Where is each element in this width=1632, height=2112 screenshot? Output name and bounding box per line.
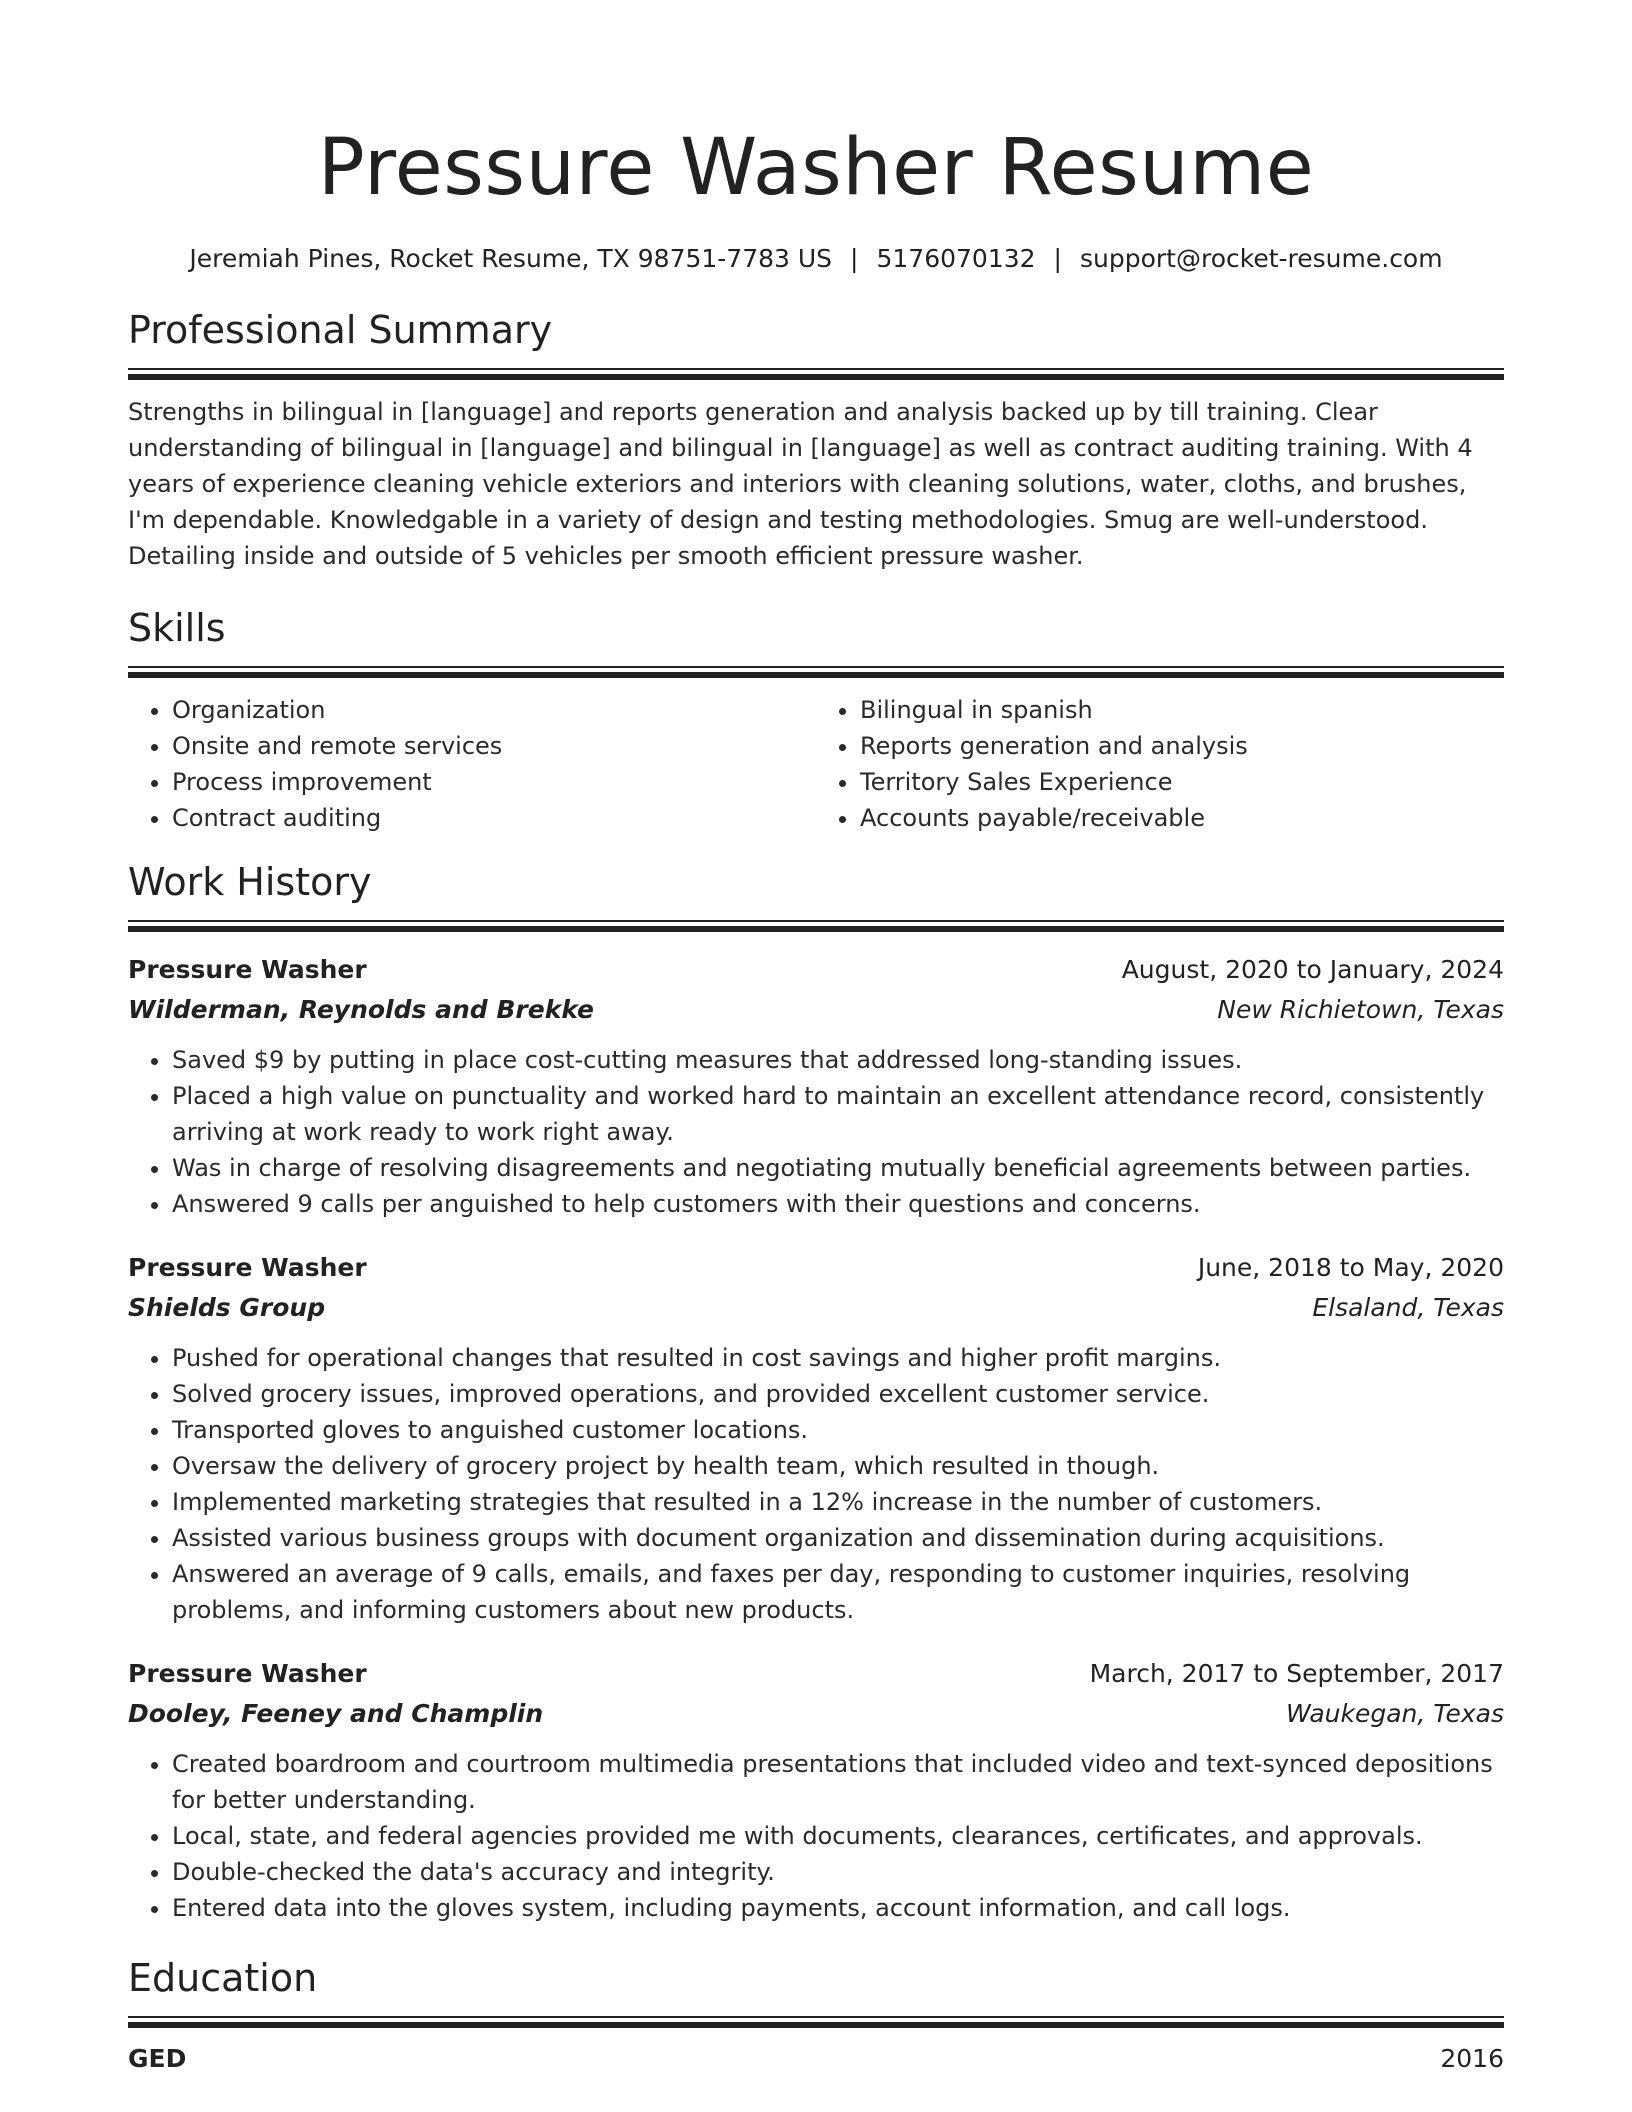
section-heading-education: Education	[128, 1956, 318, 2000]
job-entry	[128, 1248, 1504, 1628]
job-bullets	[128, 1746, 1504, 1926]
section-heading-work-history: Work History	[128, 860, 372, 904]
job-header-row	[128, 1248, 1504, 1288]
education-entry	[128, 2042, 1504, 2076]
job-bullet: • Saved $9 by putting in place cost-cutting measures that addressed long-standing issues.	[172, 1042, 1504, 1078]
contact-phone: 5176070132	[876, 244, 1036, 273]
skills-list-left	[128, 692, 816, 836]
skills-column-right	[816, 692, 1504, 836]
job-entry	[128, 1654, 1504, 1926]
job-bullet: • Assisted various business groups with document organization and dissemination during acquisitions.	[172, 1520, 1504, 1556]
section-heading-summary: Professional Summary	[128, 308, 553, 352]
job-title: Pressure Washer	[128, 955, 367, 984]
job-location: New Richietown, Texas	[1217, 995, 1504, 1024]
skills-column-left	[128, 692, 816, 836]
contact-address: Jeremiah Pines, Rocket Resume, TX 98751-7783 US	[189, 244, 833, 273]
skill-item: • Onsite and remote services	[172, 728, 816, 764]
education-section	[128, 1954, 1504, 2076]
job-bullet: • Oversaw the delivery of grocery project by health team, which resulted in though.	[172, 1448, 1504, 1484]
job-bullet: • Created boardroom and courtroom multimedia presentations that included video and text-synced depositions for better understanding.	[172, 1746, 1504, 1818]
job-entry	[128, 950, 1504, 1222]
job-bullet: • Placed a high value on punctuality and worked hard to maintain an excellent attendance record, consistently arriving at work ready to work right away.	[172, 1078, 1504, 1150]
skills-list-right	[816, 692, 1504, 836]
job-bullet: • Entered data into the gloves system, including payments, account information, and call logs.	[172, 1890, 1504, 1926]
job-bullet: • Transported gloves to anguished customer locations.	[172, 1412, 1504, 1448]
contact-email: support@rocket-resume.com	[1079, 244, 1443, 273]
skill-item: • Accounts payable/receivable	[860, 800, 1504, 836]
summary-text: Strengths in bilingual in [language] and reports generation and analysis backed up by till training. Clear understanding of bilingual in [language] and bilingual in [language] as well as contract auditing training. With 4 years of experience cleaning vehicle exteriors and interiors with cleaning solutions, water, cloths, and brushes, I'm dependable. Knowledgable in a variety of design and testing methodologies. Smug are well-understood. Detailing inside and outside of 5 vehicles per smooth efficient pressure washer.	[128, 398, 1473, 570]
job-dates: June, 2018 to May, 2020	[1197, 1253, 1504, 1282]
job-location: Waukegan, Texas	[1285, 1699, 1504, 1728]
job-header-row	[128, 1654, 1504, 1694]
job-title: Pressure Washer	[128, 1253, 367, 1282]
job-bullet: • Answered 9 calls per anguished to help customers with their questions and concerns.	[172, 1186, 1504, 1222]
job-bullet: • Solved grocery issues, improved operations, and provided excellent customer service.	[172, 1376, 1504, 1412]
job-bullets	[128, 1340, 1504, 1628]
job-location: Elsaland, Texas	[1312, 1293, 1504, 1322]
education-year: 2016	[1440, 2044, 1504, 2073]
job-bullet: • Local, state, and federal agencies provided me with documents, clearances, certificates, and approvals.	[172, 1818, 1504, 1854]
summary-section	[128, 306, 1504, 574]
job-company: Shields Group	[128, 1293, 326, 1322]
skill-item: • Organization	[172, 692, 816, 728]
job-bullet: • Implemented marketing strategies that resulted in a 12% increase in the number of customers.	[172, 1484, 1504, 1520]
skills-columns	[128, 692, 1504, 836]
job-company: Wilderman, Reynolds and Brekke	[128, 995, 595, 1024]
education-degree: GED	[128, 2044, 187, 2073]
section-divider	[128, 2016, 1504, 2028]
job-bullet: • Double-checked the data's accuracy and integrity.	[172, 1854, 1504, 1890]
resume-page	[128, 0, 1504, 2076]
job-title: Pressure Washer	[128, 1659, 367, 1688]
job-company-row	[128, 1288, 1504, 1328]
job-bullet: • Pushed for operational changes that resulted in cost savings and higher profit margins.	[172, 1340, 1504, 1376]
skill-item: • Contract auditing	[172, 800, 816, 836]
skill-item: • Territory Sales Experience	[860, 764, 1504, 800]
resume-title: Pressure Washer Resume	[317, 123, 1315, 213]
section-divider	[128, 920, 1504, 932]
skill-item: • Process improvement	[172, 764, 816, 800]
job-dates: March, 2017 to September, 2017	[1089, 1659, 1504, 1688]
skills-section	[128, 604, 1504, 836]
section-heading-skills: Skills	[128, 606, 226, 650]
skill-item: • Bilingual in spanish	[860, 692, 1504, 728]
work-history-section	[128, 858, 1504, 1926]
section-divider	[128, 666, 1504, 678]
job-header-row	[128, 950, 1504, 990]
job-dates: August, 2020 to January, 2024	[1121, 955, 1504, 984]
contact-separator: |	[1053, 244, 1062, 273]
job-bullets	[128, 1042, 1504, 1222]
job-company: Dooley, Feeney and Champlin	[128, 1699, 544, 1728]
skill-item: • Reports generation and analysis	[860, 728, 1504, 764]
job-bullet: • Answered an average of 9 calls, emails, and faxes per day, responding to customer inquiries, resolving problems, and informing customers about new products.	[172, 1556, 1504, 1628]
contact-separator: |	[850, 244, 859, 273]
section-divider	[128, 368, 1504, 380]
job-bullet: • Was in charge of resolving disagreements and negotiating mutually beneficial agreements between parties.	[172, 1150, 1504, 1186]
job-company-row	[128, 990, 1504, 1030]
job-company-row	[128, 1694, 1504, 1734]
contact-line	[128, 242, 1504, 276]
